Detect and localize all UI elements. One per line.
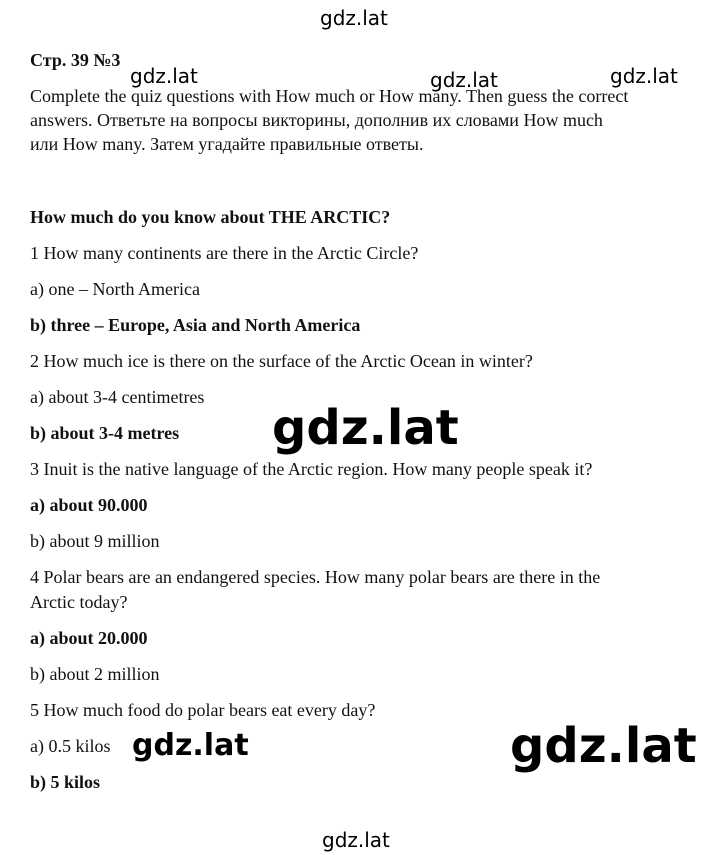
quiz-title: How much do you know about THE ARCTIC?	[30, 207, 391, 227]
question-3: 3 Inuit is the native language of the Arctic region. How many people speak it?	[30, 459, 593, 479]
instructions-line-3: или How many. Затем угадайте правильные ответы.	[30, 134, 424, 154]
question-2-option-a: a) about 3-4 centimetres	[30, 387, 205, 407]
question-4-option-a: a) about 20.000	[30, 628, 148, 648]
watermark-large-middle: gdz.lat	[272, 400, 459, 456]
watermark-bottom: gdz.lat	[322, 828, 390, 852]
watermark-top: gdz.lat	[320, 6, 388, 30]
question-3-option-a: a) about 90.000	[30, 495, 148, 515]
question-4-option-b: b) about 2 million	[30, 664, 160, 684]
page-reference: Стр. 39 №3	[30, 50, 121, 70]
watermark-large-right: gdz.lat	[510, 718, 697, 774]
question-3-option-b: b) about 9 million	[30, 531, 160, 551]
question-5-option-b: b) 5 kilos	[30, 772, 101, 792]
instructions-line-2: answers. Ответьте на вопросы викторины, дополнив их словами How much	[30, 110, 603, 130]
watermark-medium: gdz.lat	[132, 728, 249, 763]
question-1-option-b: b) three – Europe, Asia and North America	[30, 315, 361, 335]
question-1: 1 How many continents are there in the Arctic Circle?	[30, 243, 419, 263]
question-2-option-b: b) about 3-4 metres	[30, 423, 180, 443]
watermark-center: gdz.lat	[430, 68, 498, 92]
question-4-line-1: 4 Polar bears are an endangered species. How many polar bears are there in the	[30, 567, 601, 587]
watermark-right: gdz.lat	[610, 64, 678, 88]
instructions-line-1: Complete the quiz questions with How much or How many. Then guess the correct	[30, 86, 629, 106]
question-1-option-a: a) one – North America	[30, 279, 200, 299]
question-5: 5 How much food do polar bears eat every day?	[30, 700, 376, 720]
question-2: 2 How much ice is there on the surface of the Arctic Ocean in winter?	[30, 351, 533, 371]
question-5-option-a: a) 0.5 kilos	[30, 736, 111, 756]
watermark-left: gdz.lat	[130, 64, 198, 88]
question-4-line-2: Arctic today?	[30, 592, 128, 612]
